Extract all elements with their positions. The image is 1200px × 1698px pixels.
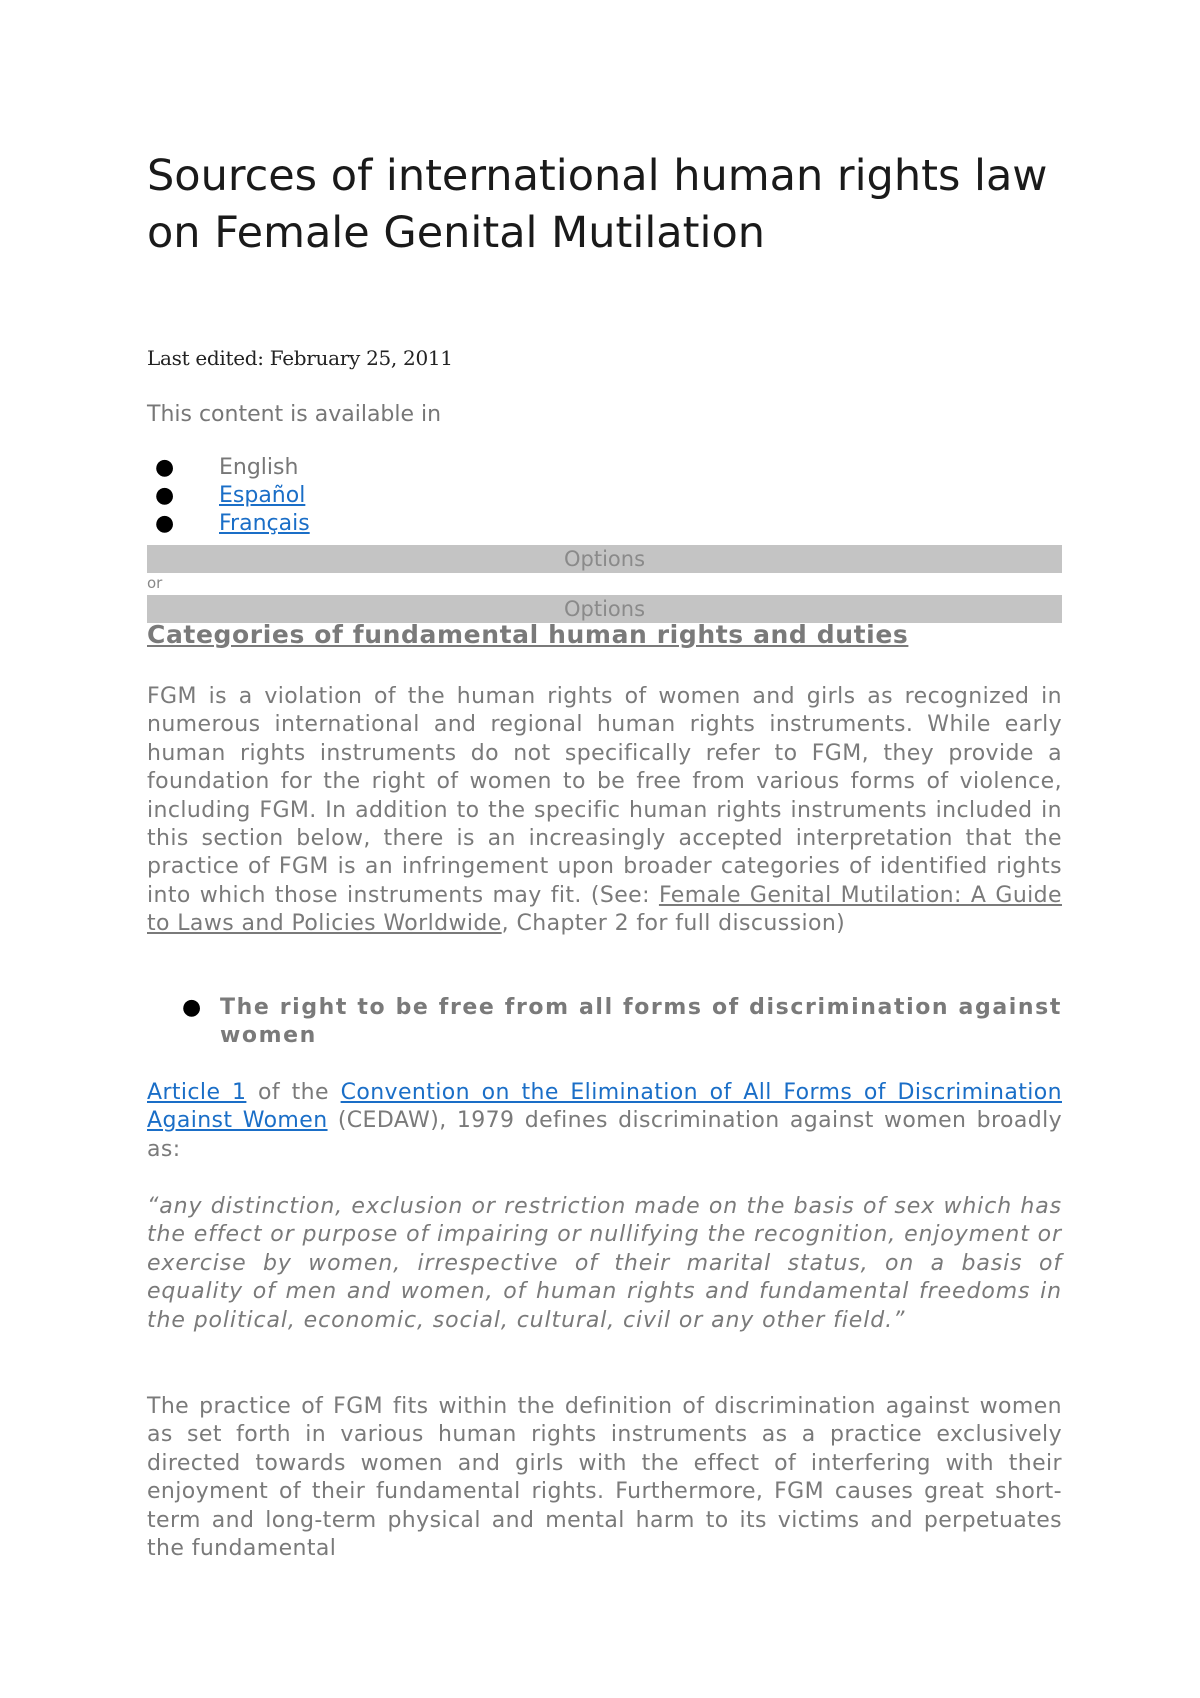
page-title: Sources of international human rights law on Female Genital Mutilation [147,151,1048,258]
availability-label: This content is available in [147,402,442,427]
bullet-icon: ● [155,483,175,508]
article-text-of: of the [246,1080,341,1105]
intro-text: FGM is a violation of the human rights of women and girls as recognized in numerous international and regional human rights instruments. While early human rights instruments do not specifically refer to FGM, they provide a foundation for the right of women to be free from various forms of violence, including FGM. In addition to the specific human rights instruments included in this section below, there is an increasingly accepted interpretation that the practice of FGM is an infringement upon broader categories of identified rights into which those instruments may fit. (See: [147,684,1062,908]
article-text: (CEDAW), 1979 defines discrimination against women broadly as: [147,1108,1062,1162]
language-link-francais[interactable]: Français [219,511,310,536]
bullet-icon: ● [155,455,175,480]
closing-paragraph: The practice of FGM fits within the definition of discrimination against women as set forth in various human rights instruments as a practice exclusively directed towards women and girls with the effect of interfering with their enjoyment of their fundamental rights. Furthermore, FGM causes great short-term and long-term physical and mental harm to its victims and perpetuates the fundamental [147,1394,1062,1562]
section-heading: Categories of fundamental human rights and duties [147,620,909,649]
options-separator: or [147,574,163,592]
cedaw-quote: “any distinction, exclusion or restriction made on the basis of sex which has the effect or purpose of impairing or nullifying the recognition, enjoyment or exercise by women, irrespective of their marital status, on a basis of equality of men and women, of human rights and fundamental freedoms in the political, economic, social, cultural, civil or any other field.” [147,1194,1062,1333]
language-english: English [219,455,299,480]
last-edited-date: Last edited: February 25, 2011 [147,346,453,370]
guide-link[interactable]: Female Genital Mutilation: A Guide to Laws and Policies Worldwide [147,882,1062,937]
right-heading: The right to be free from all forms of discrimination against women [220,995,1062,1048]
intro-paragraph [147,683,1062,939]
bullet-icon: ● [182,995,202,1020]
article-paragraph [147,1079,1062,1164]
options-button-2[interactable]: Options [147,595,1062,623]
intro-text-end: , Chapter 2 for full discussion) [501,911,846,937]
article-1-link[interactable]: Article 1 [147,1080,247,1105]
language-link-espanol[interactable]: Español [219,483,306,508]
bullet-icon: ● [155,511,175,536]
options-button-1[interactable]: Options [147,545,1062,573]
cedaw-link[interactable]: Convention on the Elimination of All Forms of Discrimination Against Women [147,1080,1062,1134]
